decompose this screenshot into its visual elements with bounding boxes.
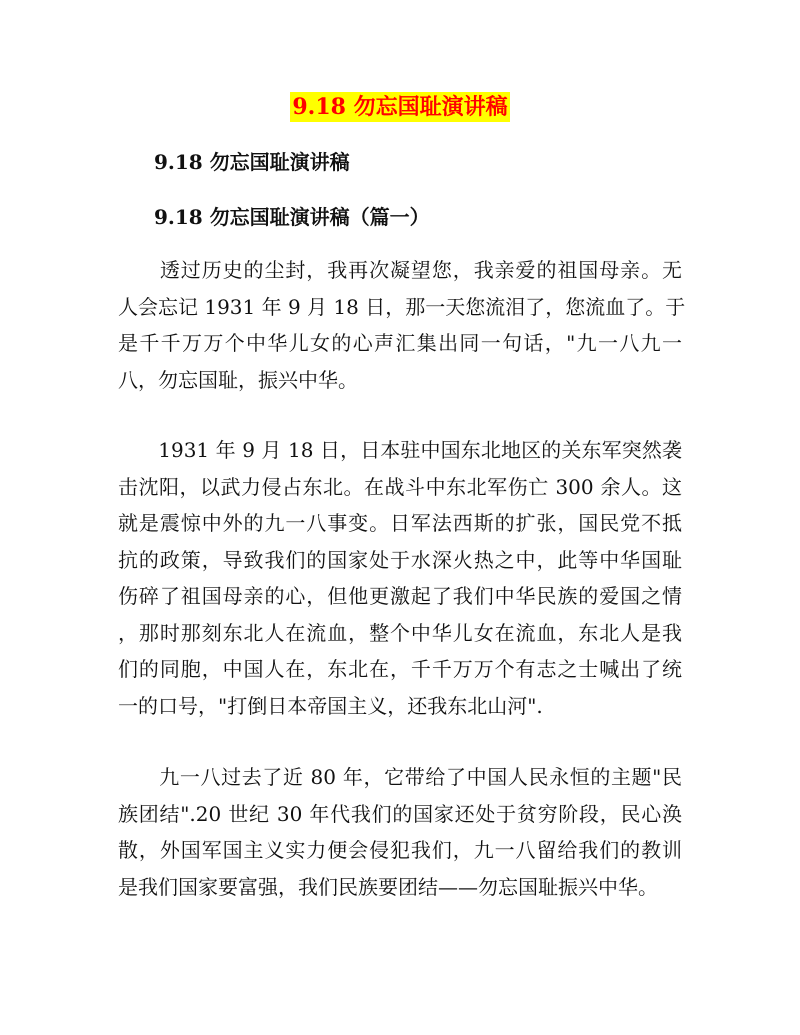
- paragraph-line: 击沈阳，以武力侵占东北。在战斗中东北军伤亡 300 余人。这: [118, 474, 682, 499]
- paragraph-line: 们的同胞，中国人在，东北在，千千万万个有志之士喊出了统: [118, 657, 682, 681]
- paragraph-line: 八，勿忘国耻，振兴中华。: [118, 367, 358, 392]
- paragraph-line: 九一八过去了近 80 年，它带给了中国人民永恒的主题"民: [118, 765, 682, 789]
- paragraph-line: 族团结".20 世纪 30 年代我们的国家还处于贫穷阶段，民心涣: [118, 801, 682, 826]
- paragraph-line: 伤碎了祖国母亲的心，但他更激起了我们中华民族的爱国之情: [118, 584, 682, 608]
- paragraph-1: [118, 252, 686, 398]
- paragraph-line: 就是震惊中外的九一八事变。日军法西斯的扩张，国民党不抵: [118, 511, 682, 535]
- heading-main: 9.18 勿忘国耻演讲稿: [154, 150, 350, 174]
- paragraph-2: [118, 432, 682, 724]
- paragraph-line: 一的口号，"打倒日本帝国主义，还我东北山河".: [118, 693, 543, 718]
- paragraph-line: ，那时那刻东北人在流血，整个中华儿女在流血，东北人是我: [118, 620, 682, 645]
- document-title: 9.18 勿忘国耻演讲稿: [292, 94, 508, 120]
- paragraph-line: 抗的政策，导致我们的国家处于水深火热之中，此等中华国耻: [118, 547, 682, 572]
- paragraph-line: 是我们国家要富强，我们民族要团结——勿忘国耻振兴中华。: [118, 874, 658, 899]
- title-container: [0, 92, 800, 122]
- paragraph-line: 透过历史的尘封，我再次凝望您，我亲爱的祖国母亲。无: [118, 258, 682, 282]
- paragraph-line: 是千千万万个中华儿女的心声汇集出同一句话，"九一八九一: [118, 331, 682, 355]
- heading-part-one: 9.18 勿忘国耻演讲稿（篇一）: [154, 205, 430, 229]
- paragraph-3: [118, 759, 682, 905]
- paragraph-line: 散，外国军国主义实力便会侵犯我们，九一八留给我们的教训: [118, 838, 682, 862]
- paragraph-line: 1931 年 9 月 18 日，日本驻中国东北地区的关东军突然袭: [118, 438, 682, 462]
- paragraph-line: 人会忘记 1931 年 9 月 18 日，那一天您流泪了，您流血了。于: [118, 294, 686, 319]
